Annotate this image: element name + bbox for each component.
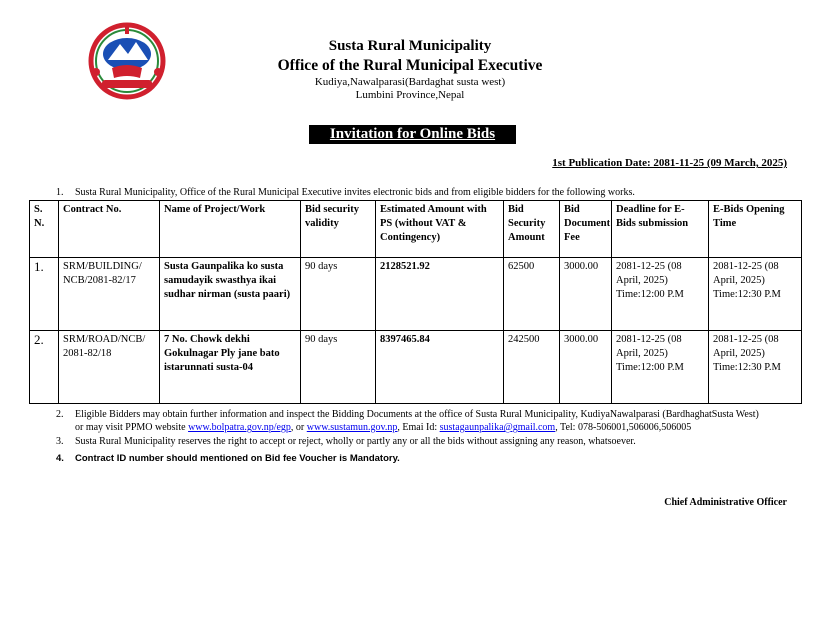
note-text: , Tel: 078-506001,506006,506005 [555, 422, 692, 433]
row-contract: SRM/ROAD/NCB/ 2081-82/18 [59, 331, 160, 404]
header-deadline: Deadline for E-Bids submission [612, 201, 709, 258]
row-sn: 1. [30, 258, 59, 331]
sustamun-link[interactable]: www.sustamun.gov.np [306, 422, 398, 433]
header-project: Name of Project/Work [160, 201, 301, 258]
note-number: 1. [56, 187, 64, 198]
note-number: 2. [56, 409, 64, 420]
deadline-time: Time:12:00 P.M [616, 362, 684, 373]
signature-title: Chief Administrative Officer [664, 497, 787, 508]
row-contract: SRM/BUILDING/ NCB/2081-82/17 [59, 258, 160, 331]
row-validity: 90 days [301, 258, 376, 331]
header-sn: S. N. [30, 201, 59, 258]
table-row [30, 331, 802, 404]
publication-date: 1st Publication Date: 2081-11-25 (09 March, 2025) [552, 157, 787, 169]
row-estimated: 2128521.92 [376, 258, 504, 331]
row-security: 62500 [504, 258, 560, 331]
row-security: 242500 [504, 331, 560, 404]
row-sn: 2. [30, 331, 59, 404]
row-deadline [612, 331, 709, 404]
row-validity: 90 days [301, 331, 376, 404]
header-estimated: Estimated Amount with PS (without VAT & Contingency) [376, 201, 504, 258]
header-fee: Bid Document Fee [560, 201, 612, 258]
header-security: Bid Security Amount [504, 201, 560, 258]
table-header-row [30, 201, 802, 258]
row-project: Susta Gaunpalika ko susta samudayik swasthya ikai sudhar nirman (susta paari) [160, 258, 301, 331]
row-fee: 3000.00 [560, 258, 612, 331]
deadline-date: 2081-12-25 (08 April, 2025) [616, 334, 682, 359]
opening-time: Time:12:30 P.M [713, 362, 781, 373]
opening-date: 2081-12-25 (08 April, 2025) [713, 261, 779, 286]
row-estimated: 8397465.84 [376, 331, 504, 404]
note-text-line2 [75, 421, 691, 434]
note-text-line1: Eligible Bidders may obtain further information and inspect the Bidding Documents at the office of Susta Rural Municipality, KudiyaNawalparasi (BardhaghatSusta West) [75, 409, 759, 420]
deadline-time: Time:12:00 P.M [616, 289, 684, 300]
bolpatra-link[interactable]: www.bolpatra.gov.np/egp [188, 422, 291, 433]
row-project: 7 No. Chowk dekhi Gokulnagar Ply jane bato istarunnati susta-04 [160, 331, 301, 404]
note-2 [56, 408, 801, 434]
deadline-date: 2081-12-25 (08 April, 2025) [616, 261, 682, 286]
opening-date: 2081-12-25 (08 April, 2025) [713, 334, 779, 359]
header-opening: E-Bids Opening Time [709, 201, 802, 258]
row-opening [709, 331, 802, 404]
bids-table [29, 200, 802, 404]
header-contract: Contract No. [59, 201, 160, 258]
row-fee: 3000.00 [560, 331, 612, 404]
invitation-banner: Invitation for Online Bids [309, 125, 516, 144]
row-deadline [612, 258, 709, 331]
note-text: , Emai Id: [397, 422, 440, 433]
office-name: Office of the Rural Municipal Executive [277, 57, 543, 74]
row-opening [709, 258, 802, 331]
note-number: 4. [56, 453, 64, 464]
address-line-1: Kudiya,Nawalparasi(Bardaghat susta west) [314, 76, 506, 88]
note-number: 3. [56, 436, 64, 447]
note-text: Contract ID number should mentioned on Bid fee Voucher is Mandatory. [75, 453, 400, 464]
header-validity: Bid security validity [301, 201, 376, 258]
municipality-name: Susta Rural Municipality [328, 38, 492, 54]
note-text: or may visit PPMO website [75, 422, 189, 433]
address-line-2: Lumbini Province,Nepal [355, 89, 465, 101]
table-row [30, 258, 802, 331]
note-text: Susta Rural Municipality, Office of the Rural Municipal Executive invites electronic bids and from eligible bidders for the following works. [75, 187, 635, 198]
email-link[interactable]: sustagaunpalika@gmail.com [439, 422, 556, 433]
opening-time: Time:12:30 P.M [713, 289, 781, 300]
note-text: , or [290, 422, 307, 433]
note-text: Susta Rural Municipality reserves the right to accept or reject, wholly or partly any or all the bids without assigning any reason, whatsoever. [75, 436, 636, 447]
